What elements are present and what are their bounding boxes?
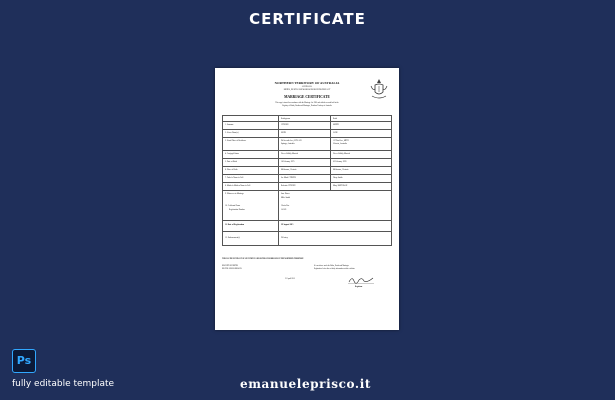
page-title: CERTIFICATE: [249, 10, 366, 28]
subheading: AUSTRALIA: [301, 86, 313, 88]
table-row: 11. Date of Registration 29 August 2015: [222, 221, 392, 232]
table-header-row: [222, 115, 392, 122]
table-row: 6. Place of Birth Melbourne, Victoria Melbourne, Victoria: [222, 167, 392, 175]
offence-note: Registration Act to alter or falsify information on this certificate: [314, 269, 355, 270]
issue-date: 21 April 2015: [285, 278, 295, 280]
offence-note: It is an offence under the Births, Deaths and Marriages: [314, 266, 349, 267]
registry-name: REGISTRY OF BIRTHS: [222, 266, 239, 267]
photoshop-icon: Ps: [12, 349, 36, 373]
editable-template-caption: fully editable template: [12, 379, 115, 389]
table-row: 5. Date of Birth 16 February 1975 02 February 1976: [222, 159, 392, 167]
true-extract-statement: THIS IS A TRUE EXTRACT OF AN ENTRY IN A REGISTER OF MARRIAGES IN THE NORTHERN TERRITORY: [222, 259, 304, 260]
table-row: 3. Usual Place of Residence 94 Seventh Ave, GYLLAN 12 Third Ave, MITH Springs, Australia Victoria, Australia: [222, 138, 392, 151]
table-row: 12. Endorsement(s) Nil entry: [222, 232, 392, 246]
table-row: 1. Surname CITIZEN SMITH: [222, 122, 392, 130]
details-table: [222, 115, 392, 246]
intro-text: Registry of Births, Deaths and Marriages, Northern Territory of Australia: [282, 105, 332, 107]
intro-text: This copy is issued in accordance with the Marriage Act 1961 and with the records held at the: [275, 102, 339, 104]
website-link[interactable]: emanueleprisco.it: [240, 377, 371, 391]
table-row: 7. Father's Name in Full Joe Mark CITIZEN Harry Smith: [222, 175, 392, 183]
signature-icon: [348, 276, 374, 284]
certificate-title: MARRIAGE CERTIFICATE: [284, 95, 330, 99]
column-header: Bride: [333, 118, 338, 120]
signer-title: Registrar: [355, 286, 363, 288]
territory-heading: NORTHERN TERRITORY OF AUSTRALIA: [274, 81, 340, 85]
subheading: BIRTHS, DEATHS AND MARRIAGES REGISTRATION ACT: [283, 89, 331, 91]
table-row: 2. Given Name(s) JOHN JANE: [222, 130, 392, 138]
registry-name: DEATHS AND MARRIAGES: [222, 269, 242, 270]
certificate-document: [215, 68, 399, 330]
table-row: 8. Mother's Maiden Name in Full Robertta CITIZEN Mary SMITHSAN: [222, 183, 392, 191]
table-row: 4. Conjugal Status Never Validly Married Never Validly Married: [222, 151, 392, 159]
column-header: Bridegroom: [281, 118, 291, 120]
witness-celebrant-row: 9. Witnesses to Marriage Jane Nance Mike Smith 10. Celebrant Name Registration Number Cloria Doe A1509: [222, 191, 392, 221]
